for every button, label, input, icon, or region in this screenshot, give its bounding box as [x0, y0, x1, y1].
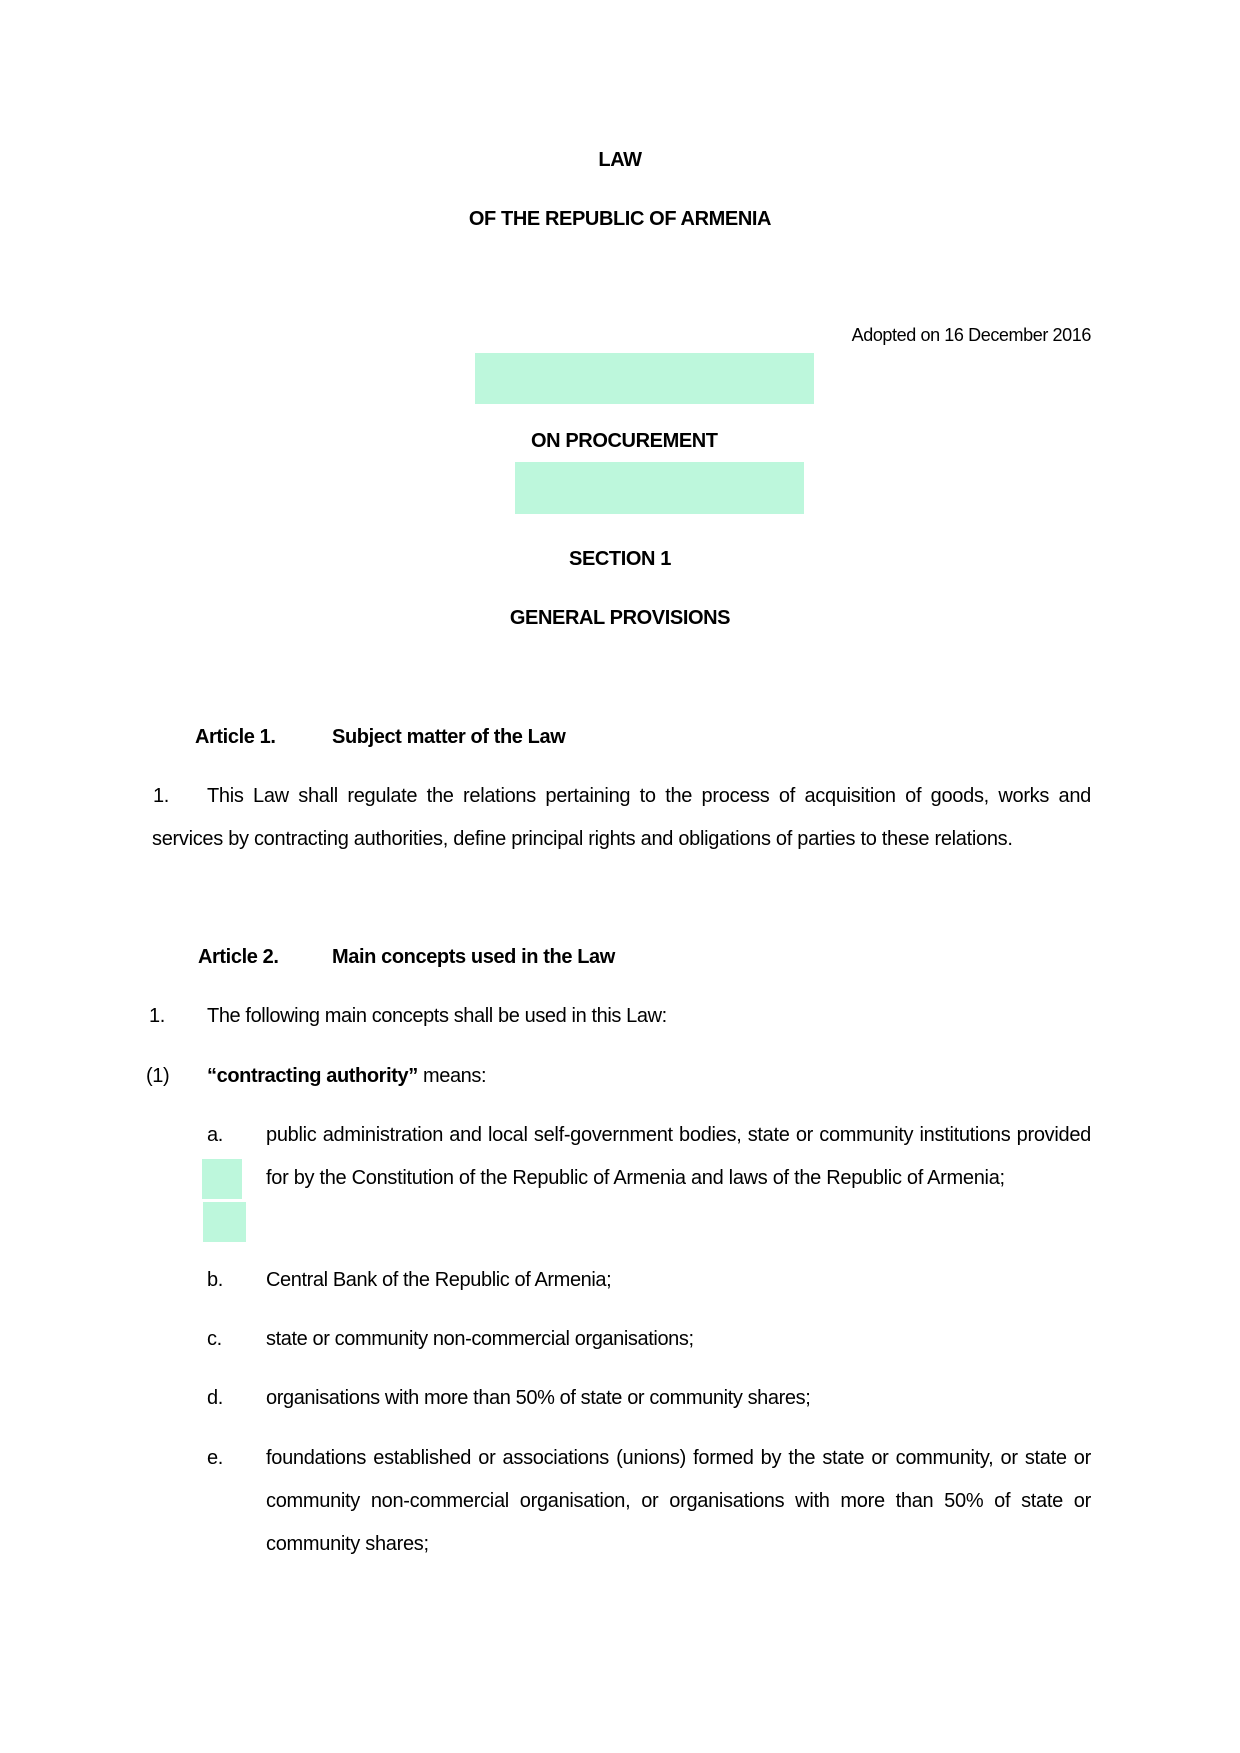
subitem-text: foundations established or associations (unions) formed by the state or community, or state or community non-commercial organisation, or organisations with more than 50% of state or community shares; — [266, 1447, 1091, 1555]
item-term: “contracting authority” — [207, 1065, 418, 1087]
subitem-text: organisations with more than 50% of state or community shares; — [266, 1387, 811, 1409]
subitem-letter: a. — [207, 1124, 223, 1146]
subitem-letter: d. — [207, 1387, 223, 1409]
highlight-block — [202, 1159, 242, 1199]
section-title: GENERAL PROVISIONS — [509, 607, 731, 629]
article-1-para-number: 1. — [153, 785, 169, 807]
law-subtitle: OF THE REPUBLIC OF ARMENIA — [468, 208, 772, 230]
article-1-number: Article 1. — [195, 726, 276, 748]
subitem-letter: e. — [207, 1447, 223, 1469]
item-rest: means: — [417, 1065, 487, 1087]
item-definition — [207, 1064, 486, 1088]
article-2-number: Article 2. — [198, 946, 279, 968]
subitem-text: state or community non-commercial organisations; — [266, 1328, 694, 1350]
subitem-letter: b. — [207, 1269, 223, 1291]
highlight-block — [475, 353, 814, 404]
article-2-para-text: The following main concepts shall be used in this Law: — [207, 1005, 667, 1027]
section-number: SECTION 1 — [569, 548, 671, 570]
adoption-date: Adopted on 16 December 2016 — [851, 325, 1091, 345]
article-1-para-text: This Law shall regulate the relations pertaining to the process of acquisition of goods, works and services by contracting authorities, define principal rights and obligations of parties to these relations. — [152, 785, 1091, 850]
article-2-title: Main concepts used in the Law — [332, 946, 615, 968]
article-1-title: Subject matter of the Law — [332, 726, 566, 748]
law-title: LAW — [598, 149, 642, 171]
law-name: ON PROCUREMENT — [531, 430, 718, 452]
highlight-block — [203, 1202, 246, 1242]
highlight-block — [515, 462, 804, 514]
item-number: (1) — [146, 1065, 170, 1087]
subitem-text: public administration and local self-government bodies, state or community institutions provided for by the Constitution of the Republic of Armenia and laws of the Republic of Armenia; — [266, 1124, 1091, 1189]
subitem-text: Central Bank of the Republic of Armenia; — [266, 1269, 612, 1291]
subitem-letter: c. — [207, 1328, 222, 1350]
article-2-para-number: 1. — [149, 1005, 165, 1027]
